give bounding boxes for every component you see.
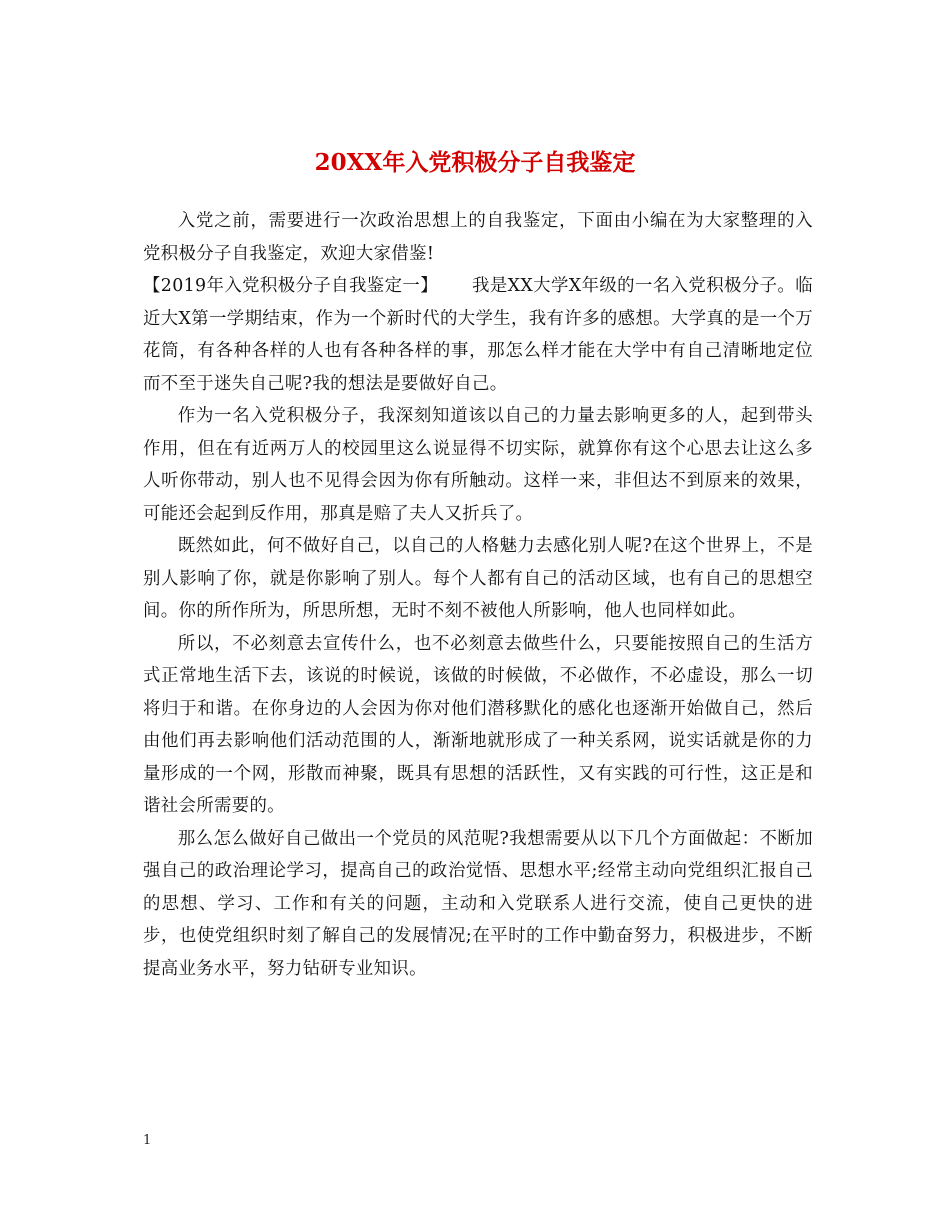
document-body	[143, 205, 813, 985]
page-number: 1	[143, 1133, 152, 1148]
body-paragraph-1: 作为一名入党积极分子，我深刻知道该以自己的力量去影响更多的人，起到带头作用，但在有近两万人的校园里这么说显得不切实际，就算你有这个心思去让这么多人听你带动，别人也不见得会因为你有所触动。这样一来，非但达不到原来的效果，可能还会起到反作用，那真是赔了夫人又折兵了。	[143, 406, 813, 524]
body-paragraph-2: 既然如此，何不做好自己，以自己的人格魅力去感化别人呢?在这个世界上，不是别人影响了你，就是你影响了别人。每个人都有自己的活动区域，也有自己的思想空间。你的所作所为，所思所想，无时不刻不被他人所影响，他人也同样如此。	[143, 536, 813, 621]
intro-paragraph: 入党之前，需要进行一次政治思想上的自我鉴定，下面由小编在为大家整理的入党积极分子自我鉴定，欢迎大家借鉴!	[143, 211, 813, 264]
section-first-paragraph-text: 我是XX大学X年级的一名入党积极分子。临近大X第一学期结束，作为一个新时代的大学生，我有许多的感想。大学真的是一个万花筒，有各种各样的人也有各种各样的事，那怎么样才能在大学中有自己清晰地定位而不至于迷失自己呢?我的想法是要做好自己。	[143, 276, 813, 394]
section-paragraph	[143, 270, 813, 400]
document-title: 20XX年入党积极分子自我鉴定	[314, 149, 636, 177]
body-paragraph-3: 所以，不必刻意去宣传什么，也不必刻意去做些什么，只要能按照自己的生活方式正常地生活下去，该说的时候说，该做的时候做，不必做作，不必虚设，那么一切将归于和谐。在你身边的人会因为你对他们潜移默化的感化也逐渐开始做自己，然后由他们再去影响他们活动范围的人，渐渐地就形成了一种关系网，说实话就是你的力量形成的一个网，形散而神聚，既具有思想的活跃性，又有实践的可行性，这正是和谐社会所需要的。	[143, 633, 813, 816]
body-paragraph-4: 那么怎么做好自己做出一个党员的风范呢?我想需要从以下几个方面做起：不断加强自己的政治理论学习，提高自己的政治觉悟、思想水平;经常主动向党组织汇报自己的思想、学习、工作和有关的问题，主动和入党联系人进行交流，使自己更快的进步，也使党组织时刻了解自己的发展情况;在平时的工作中勤奋努力，积极进步，不断提高业务水平，努力钻研专业知识。	[143, 828, 813, 979]
section-heading: 【2019年入党积极分子自我鉴定一】	[143, 276, 439, 296]
